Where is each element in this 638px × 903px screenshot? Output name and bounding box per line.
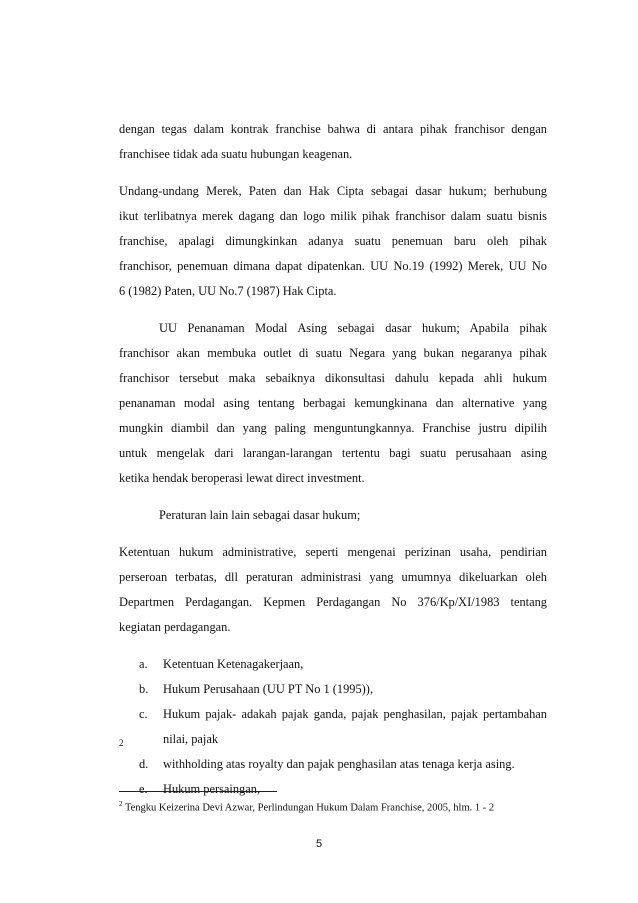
paragraph-line: Undang-undang Merek, Paten dan Hak Cipta sebagai dasar hukum; berhubung xyxy=(119,184,547,198)
paragraph-line: perseroan terbatas, dll peraturan administrasi yang umumnya dikeluarkan oleh xyxy=(119,570,547,584)
legal-list xyxy=(119,652,547,802)
paragraph-line: Departmen Perdagangan. Kepmen Perdagangan No 376/Kp/XI/1983 tentang xyxy=(119,595,547,609)
list-marker: e. xyxy=(139,782,148,796)
list-marker: d. xyxy=(139,757,149,771)
body-text xyxy=(119,117,547,802)
paragraph-line: franchisor akan membuka outlet di suatu Negara yang bukan negaranya pihak xyxy=(119,346,547,360)
list-item xyxy=(119,777,547,802)
footnote-text: Tengku Keizerina Devi Azwar, Perlindungan Hukum Dalam Franchise, 2005, hlm. 1 - 2 xyxy=(124,802,495,814)
list-item-text: nilai, pajak xyxy=(163,732,219,746)
list-item xyxy=(119,677,547,702)
paragraph-line: mungkin diambil dan yang paling menguntungkannya. Franchise justru dipilih xyxy=(119,421,547,435)
list-marker: c. xyxy=(139,707,148,721)
list-item xyxy=(119,702,547,727)
paragraph-line: untuk mengelak dari larangan-larangan tertentu bagi suatu perusahaan asing xyxy=(119,446,547,460)
paragraph-line: ikut terlibatnya merek dagang dan logo milik pihak franchisor dalam suatu bisnis xyxy=(119,209,547,223)
footnote xyxy=(119,800,494,814)
paragraph-2 xyxy=(119,179,547,304)
paragraph-line: dengan tegas dalam kontrak franchise bahwa di antara pihak franchisor dengan xyxy=(119,122,547,136)
paragraph-line: Peraturan lain lain sebagai dasar hukum; xyxy=(159,508,361,522)
paragraph-5 xyxy=(119,540,547,640)
paragraph-line: UU Penanaman Modal Asing sebagai dasar hukum; Apabila pihak xyxy=(159,321,547,335)
list-item-text: Hukum pajak- adakah pajak ganda, pajak penghasilan, pajak pertambahan xyxy=(163,707,547,721)
footnote-divider xyxy=(119,791,277,792)
footnote-reference-mark: 2 xyxy=(119,738,124,748)
list-item-text: withholding atas royalty dan pajak penghasilan atas tenaga kerja asing. xyxy=(163,757,515,771)
paragraph-line: franchisor, penemuan dimana dapat dipatenkan. UU No.19 (1992) Merek, UU No xyxy=(119,259,547,273)
page-number: 5 xyxy=(315,838,323,850)
list-item xyxy=(119,752,547,777)
paragraph-line: penanaman modal asing tentang berbagai kemungkinana dan alternative yang xyxy=(119,396,547,410)
list-marker: a. xyxy=(139,657,148,671)
list-item xyxy=(119,652,547,677)
list-item-continuation xyxy=(119,727,547,752)
paragraph-line: franchisee tidak ada suatu hubungan keagenan. xyxy=(119,147,353,161)
paragraph-line: franchisor tersebut maka sebaiknya dikonsultasi dahulu kepada ahli hukum xyxy=(119,371,547,385)
list-item-text: Hukum Perusahaan (UU PT No 1 (1995)), xyxy=(163,682,374,696)
paragraph-line: ketika hendak beroperasi lewat direct investment. xyxy=(119,471,365,485)
paragraph-1 xyxy=(119,117,547,167)
paragraph-line: franchise, apalagi dimungkinkan adanya suatu penemuan baru oleh pihak xyxy=(119,234,547,248)
list-marker: b. xyxy=(139,682,149,696)
footnote-number: 2 xyxy=(119,800,123,808)
paragraph-4 xyxy=(119,503,547,528)
paragraph-3 xyxy=(119,316,547,491)
paragraph-line: Ketentuan hukum administrative, seperti mengenai perizinan usaha, pendirian xyxy=(119,545,547,559)
list-item-text: Hukum persaingan, xyxy=(163,782,261,796)
list-item-text: Ketentuan Ketenagakerjaan, xyxy=(163,657,304,671)
paragraph-line: 6 (1982) Paten, UU No.7 (1987) Hak Cipta. xyxy=(119,284,337,298)
paragraph-line: kegiatan perdagangan. xyxy=(119,620,231,634)
